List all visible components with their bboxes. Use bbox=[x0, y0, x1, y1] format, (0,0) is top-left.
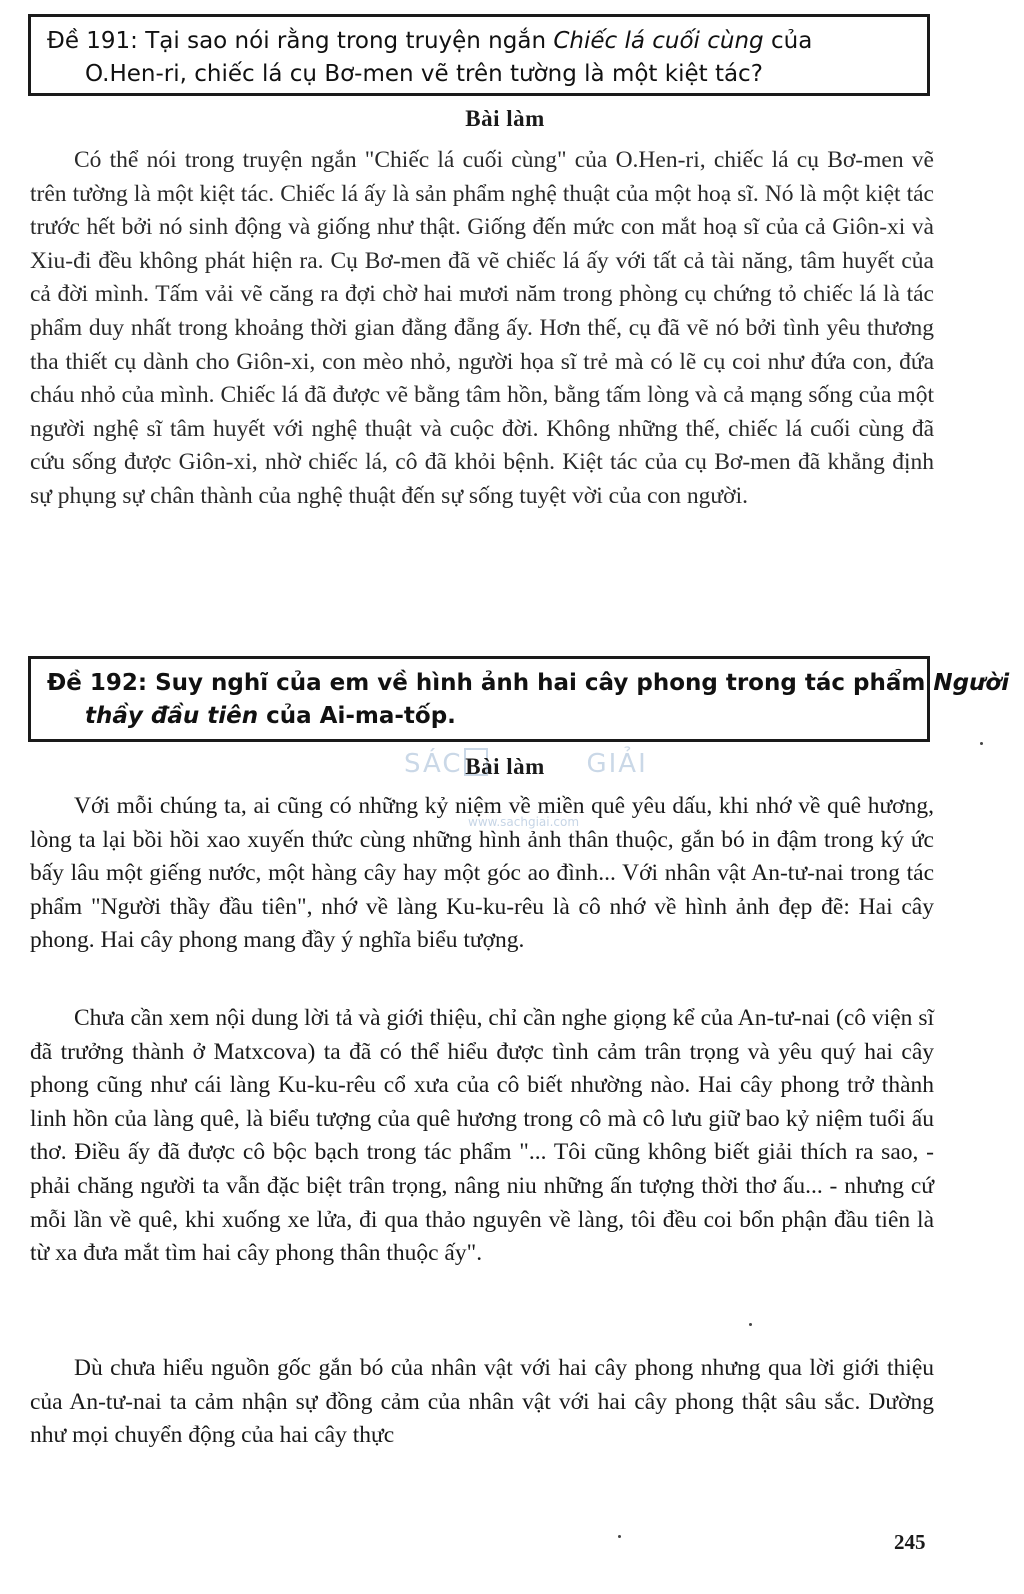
speck bbox=[980, 742, 983, 745]
answer-192-paragraph-2: Chưa cần xem nội dung lời tả và giới thiệu, chỉ cần nghe giọng kể của An-tư-nai (cô viện sĩ đã trưởng thành ở Matxcova) ta đã có thể hiểu được tình cảm trân trọng và yêu quý hai cây phong cũng như cái làng Ku-ku-rêu cổ xưa của cô biết nhường nào. Hai cây phong trở thành linh hồn của làng quê, là biểu tượng của quê hương trong cô mà cô lưu giữ bao kỷ niệm tuổi ấu thơ. Điều ấy đã được cô bộc bạch trong tác phẩm "... Tôi cũng không biết giải thích ra sao, - phải chăng người ta vẫn đặc biệt trân trọng, nâng niu những ấn tượng thời thơ ấu... - nhưng cứ mỗi lần về quê, khi xuống xe lửa, đi qua thảo nguyên về làng, tôi đều coi bổn phận đầu tiên là từ xa đưa mắt tìm hai cây phong thân thuộc ấy". bbox=[30, 1005, 934, 1267]
question-192-box bbox=[28, 656, 1010, 742]
answer-192-heading: Bài làm bbox=[465, 754, 545, 779]
question-191-box bbox=[28, 14, 930, 96]
watermark-url: www.sachgiai.com bbox=[468, 815, 580, 829]
question-192-line-2: thầy đầu tiên của Ai-ma-tốp. bbox=[85, 703, 456, 729]
page-number: 245 bbox=[894, 1530, 926, 1554]
speck bbox=[618, 1535, 621, 1538]
speck bbox=[749, 1323, 752, 1326]
answer-191-heading: Bài làm bbox=[465, 106, 545, 131]
question-192-line-1: Đề 192: Suy nghĩ của em về hình ảnh hai cây phong trong tác phẩm Người bbox=[47, 670, 1010, 696]
answer-191-text: Có thể nói trong truyện ngắn "Chiếc lá cuối cùng" của O.Hen-ri, chiếc lá cụ Bơ-men vẽ trên tường là một kiệt tác. Chiếc lá ấy là sản phẩm nghệ thuật của một hoạ sĩ. Nó là một kiệt tác trước hết bởi nó sinh động và giống như thật. Giống đến mức con mắt hoạ sĩ của cả Giôn-xi và Xiu-đi đều không phát hiện ra. Cụ Bơ-men đã vẽ chiếc lá ấy với tất cả tài năng, tâm huyết của cả đời mình. Tấm vải vẽ căng ra đợi chờ hai mươi năm trong phòng cụ chứng tỏ chiếc lá là tác phẩm duy nhất trong khoảng thời gian đằng đẵng ấy. Hơn thế, cụ đã vẽ nó bởi tình yêu thương tha thiết cụ dành cho Giôn-xi, con mèo nhỏ, người họa sĩ trẻ mà có lẽ cụ coi như đứa con, đứa cháu nhỏ của mình. Chiếc lá đã được vẽ bằng tâm hồn, bằng tấm lòng và cả mạng sống của một người nghệ sĩ tâm huyết với nghệ thuật và cuộc đời. Không những thế, chiếc lá cuối cùng đã cứu sống được Giôn-xi, nhờ chiếc lá, cô đã khỏi bệnh. Kiệt tác của cụ Bơ-men đã khẳng định sự phụng sự chân thành của nghệ thuật đến sự sống tuyệt vời của con người. bbox=[30, 147, 934, 509]
question-191-line-1: Đề 191: Tại sao nói rằng trong truyện ngắn Chiếc lá cuối cùng của bbox=[47, 28, 813, 54]
question-191-line-2: O.Hen-ri, chiếc lá cụ Bơ-men vẽ trên tường là một kiệt tác? bbox=[85, 61, 763, 87]
answer-192-paragraph-1: Với mỗi chúng ta, ai cũng có những kỷ niệm về miền quê yêu dấu, khi nhớ về quê hương, lòng ta lại bồi hồi xao xuyến thức cùng những hình ảnh thân thuộc, gắn bó in đậm trong ký ức bấy lâu một giếng nước, một hàng cây hay một góc ao đình... Với nhân vật An-tư-nai trong tác phẩm "Người thầy đầu tiên", nhớ về làng Ku-ku-rêu là cô nhớ về hình ảnh đẹp đẽ: Hai cây phong. Hai cây phong mang đầy ý nghĩa biểu tượng. bbox=[30, 793, 934, 954]
answer-192-paragraph-3: Dù chưa hiểu nguồn gốc gắn bó của nhân vật với hai cây phong nhưng qua lời giới thiệu của An-tư-nai ta cảm nhận sự đồng cảm của nhân vật với hai cây phong thật sâu sắc. Dường như mọi chuyển động của hai cây thực bbox=[30, 1355, 934, 1449]
watermark-logo: SÁC GIẢI bbox=[404, 749, 648, 779]
